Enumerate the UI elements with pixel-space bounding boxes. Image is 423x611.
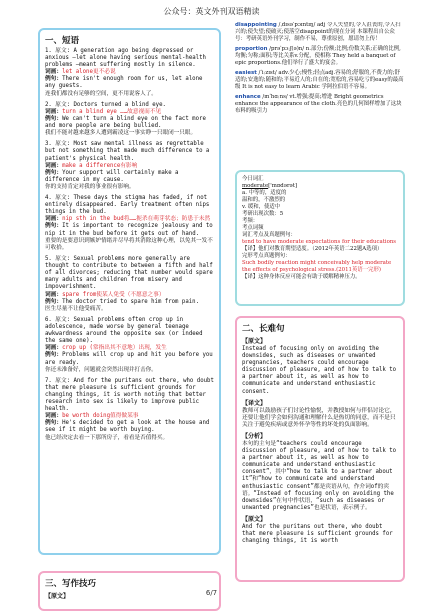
phrase-item <box>45 256 214 313</box>
example-text: It is important to recognize jealousy and to nip it in the bud before it gets out of hand. <box>45 223 213 237</box>
long-block-tag: 【译文】 <box>242 399 267 407</box>
term-label: 词画： <box>45 69 63 76</box>
skills-tag: 【原文】 <box>45 593 70 600</box>
vocab-entry <box>235 22 405 43</box>
term-label: 词画： <box>45 291 63 298</box>
long-block-tag: 【分析】 <box>242 432 267 440</box>
phrase-translation: 医生尽量不让他受痛苦。 <box>45 305 107 312</box>
phrase-translation: 他已经决定去看一下那所房子，看看是否值得买。 <box>45 434 169 441</box>
long-block-text: 本句的主句是“teachers could encourage discussion of pleasure, and of how to talk to a partner about it, as well as how to communicate and understand enthusiastic consent”，其中“how to talk to a partner about it”和“how to communicate and understand enthusiastic consent”都是宾语从句，作介词of的宾语。“Instead of focusing only on avoiding the downsides”在句中作状语，“such as diseases or unwanted pregnancies”也是状语，表示例子。 <box>242 440 397 511</box>
phrase-original: 2. 原文: Doctors turned a blind eye. <box>45 101 166 108</box>
phrase-translation: 你还未准备好，问题就会突然出现并打击你。 <box>45 366 157 373</box>
vocab-body: /ɪnˈhɑːns/ vt.增强;提高;增进 Bright geometrics enhance the appearance of the cloth.亮色的几何图样增加了这块布料的吸引力 <box>235 94 402 114</box>
phrase-translation: 你的支持肯定对我的事业很有影响。 <box>45 183 135 190</box>
phrase-item <box>45 195 214 252</box>
phrase-example <box>45 420 214 434</box>
long-block-text: Instead of focusing only on avoiding the downsides, such as diseases or unwanted pregnancies, teachers could encourage discussion of pleasure, and of how to talk to a partner about it, as well as how to communicate and understand enthusiastic consent. <box>242 346 397 395</box>
exam-line: 考点词频 <box>242 225 264 231</box>
phrases-box <box>38 28 221 555</box>
term-text: turn a blind eye ……故意视而不见 <box>62 108 162 115</box>
example-text: Your support will certainly make a difference in my cause. <box>45 169 179 183</box>
term-label: 词画： <box>45 413 63 420</box>
exam-word-card <box>235 170 405 306</box>
phrase-example <box>45 352 214 366</box>
word-list <box>235 22 405 115</box>
vocab-body: /ˈiːzɪst/ adv.少心;慢性;轻点adj.容易的;舒服的,不费力的;舒适的;安逸的;随和的;平易近人的;自在的;宽松的,容易吃亏的easy的最高级 It is not easy to learn Arabic 学阿拉伯语不容易。 <box>235 70 404 90</box>
example-text: We can't turn a blind eye on the fact more and more people are being bullied. <box>45 115 206 130</box>
long-blocks <box>242 336 398 545</box>
phrase-translation: 连我们都没有足够的空间，更不用说客人了。 <box>45 90 157 97</box>
term-label: 词画： <box>45 216 63 223</box>
vocab-entry <box>235 94 405 115</box>
exam-word <box>242 183 398 190</box>
vocab-head: disappointing <box>235 22 277 28</box>
exam-label: 今日词汇 <box>242 176 264 182</box>
exam-cloze-cn: 【译】这种身体反应可能会有助于缓解精神压力。 <box>242 274 361 280</box>
term-label: 词画： <box>45 345 63 352</box>
long-block-text: 教师可以鼓励孩子们讨论性愉悦，并教授如何与伴侣讨论它，还要让他们学会如何沟通和理解什么是热切的同意，而不是只关注于避免疾病或意外怀孕等性的坏处的负面影响。 <box>242 407 396 428</box>
exam-line: 考研出现次数：5 <box>242 211 284 217</box>
skills-title: 三、写作技巧 <box>45 579 97 589</box>
long-sentence-box <box>235 316 405 582</box>
example-text: The doctor tried to spare him from pain. <box>62 298 200 305</box>
example-label: 例句： <box>45 223 63 230</box>
long-sentence-title: 二、长难句 <box>242 324 285 334</box>
term-text: crop up (常指出其不意地）出现，发生 <box>62 345 167 352</box>
phrase-example <box>45 223 214 237</box>
exam-line: v. 缓和，使适中 <box>242 204 281 210</box>
phrase-item <box>45 48 214 98</box>
exam-word-text: moderate <box>242 183 269 189</box>
phrase-example <box>45 170 214 184</box>
example-text: He's decided to get a look at the house and see if it might be worth buying. <box>45 420 210 434</box>
phrase-term <box>45 163 214 170</box>
phrase-translation: 重要的是要意识到嫉妒情绪并尽早将其消除这种心理，以免其一发不可收拾。 <box>45 237 213 251</box>
phrases-title: 一、短语 <box>45 36 80 46</box>
example-label: 例句： <box>45 115 63 122</box>
example-label: 例句： <box>45 169 63 176</box>
phrase-original: 1. 原文: A generation ago being depressed or anxious —let alone having serious mental-health problems —meant suffering mostly in silence. <box>45 48 206 69</box>
long-block-tag: 【原文】 <box>242 338 267 345</box>
example-label: 例句： <box>45 352 63 359</box>
phrase-example <box>45 76 214 90</box>
term-label: 词画： <box>45 108 63 115</box>
phrase-original: 7. 原文: And for the puritans out there, who doubt that mere pleasure is sufficient grounds for changing things, it is worth noting that better research into sex is likely to improve public health. <box>45 377 214 413</box>
exam-line: 温和的，不激烈的 <box>242 197 286 203</box>
phrase-original: 6. 原文: Sexual problems often crop up in adolescence, made worse by general teenage awkwardness around the opposite sex (or indeed the same one). <box>45 316 203 345</box>
phrase-example <box>45 299 214 306</box>
term-text: make a difference有影响 <box>62 162 138 169</box>
phrase-term <box>45 292 214 299</box>
term-text: nip sth in the bud将……扼杀在萌芽状态；防患于未然 <box>62 216 211 223</box>
page-number: 6/7 <box>205 589 218 597</box>
exam-cloze-head: 完形考点真题例句： <box>242 253 291 259</box>
long-block-text: And for the puritans out there, who doubt that mere pleasure is sufficient grounds for changing things, it is worth <box>242 523 393 545</box>
vocab-entry <box>235 46 405 67</box>
example-label: 例句： <box>45 420 63 427</box>
exam-line: 词汇考点及真题例句： <box>242 232 296 238</box>
exam-example-en: tend to have moderate expectations for their educations <box>242 239 397 245</box>
phrase-original: 3. 原文: Most saw mental illness as regrettable but not something that made much difference to a patient's physical health. <box>45 141 210 162</box>
exam-line: 考频： <box>242 218 259 224</box>
example-text: There isn't enough room for us, let alone any guests. <box>45 76 203 90</box>
example-text: Problems will crop up and hit you before you are ready. <box>45 352 213 366</box>
page-header: 公众号：英文外刊双语精读 <box>163 7 260 16</box>
phrase-item <box>45 378 214 442</box>
exam-phonetic: ['mɒdərət] <box>268 183 297 189</box>
vocab-body: /prəˈpɔːʃ(ə)n/ n.部分;份额;比例;份数关系;正确的比例,均衡;匀称;面积;等比关系v.分配，使相称 They held a banquet of epic proportions.他们举行了盛大的宴会。 <box>235 46 401 66</box>
phrase-list <box>45 48 214 442</box>
vocab-head: proportion <box>235 46 268 52</box>
phrase-term <box>45 109 214 116</box>
vocab-column <box>235 22 405 164</box>
phrase-example <box>45 116 214 130</box>
vocab-head: easiest <box>235 70 257 76</box>
term-text: be worth doing值得做某事 <box>62 413 139 420</box>
phrase-original: 5. 原文: Sexual problems more generally are thought to contribute to between a fifth and half of all divorces; reducing that number would spare many adults and children from misery and impoverishment. <box>45 256 213 291</box>
long-block-tag: 【原文】 <box>242 515 267 523</box>
phrase-item <box>45 102 214 138</box>
exam-cloze-en: Such bodily reaction might conceivably help moderate the effects of psychological stress.(2011英语一完形) <box>242 260 392 273</box>
phrase-item <box>45 141 214 191</box>
phrase-original: 4. 原文: These days the stigma has faded, if not entirely disappeared. Early treatment often nips things in the bud. <box>45 195 210 216</box>
phrase-translation: 我们不能对越来越多人遭到霸凌这一事实睁一只眼闭一只眼。 <box>45 130 197 137</box>
phrase-item <box>45 317 214 374</box>
example-label: 例句： <box>45 298 63 305</box>
exam-lines <box>242 190 398 239</box>
example-label: 例句： <box>45 76 63 83</box>
vocab-body: /ˌdɪsəˈpɔɪntɪŋ/ adj 令人失望的,令人沮丧的,令人扫兴的;使失望;使破灭;使落空disappoint的现在分词 本课程出自公众号：考研英语外刊学习，制作不易，尊重原创，愿请勿上传！ <box>235 22 401 42</box>
term-text: let alone更不必说 <box>62 69 116 76</box>
exam-example-cn: 【译】他们对教育期望适度。（2012年英语二22题A选项） <box>242 246 383 252</box>
vocab-entry <box>235 70 405 91</box>
exam-line: a. 中等的，适度的 <box>242 190 287 196</box>
term-label: 词画： <box>45 162 63 169</box>
term-text: spare from使某人免受（不愿意之事） <box>62 291 165 298</box>
vocab-head: enhance <box>235 94 261 100</box>
